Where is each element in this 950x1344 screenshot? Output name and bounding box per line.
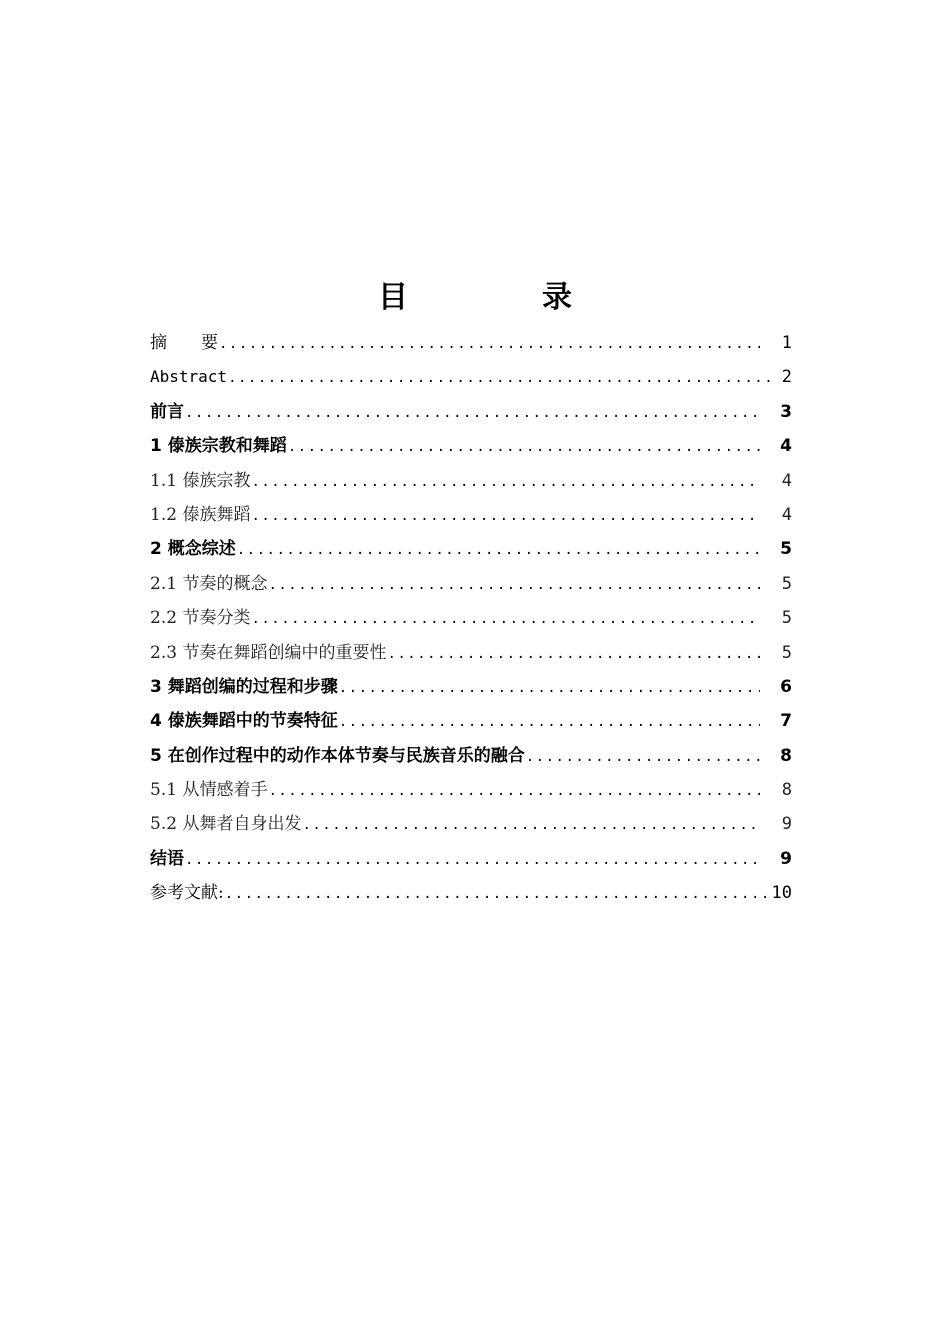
toc-entry-page: 5 xyxy=(781,573,792,594)
toc-entry-section-5-2[interactable] xyxy=(150,807,792,841)
toc-entry-page: 4 xyxy=(780,436,792,457)
toc-entry-page: 9 xyxy=(780,848,792,869)
toc-entry-label: 摘 要 xyxy=(150,333,218,353)
toc-entry-label: 2.3 节奏在舞蹈创编中的重要性 xyxy=(150,642,387,663)
toc-entry-page: 1 xyxy=(781,333,792,353)
toc-entry-label: 1 傣族宗教和舞蹈 xyxy=(150,436,287,457)
dot-leader xyxy=(267,568,760,601)
toc-entry-label: 5.1 从情感着手 xyxy=(150,780,268,801)
toc-entry-page: 3 xyxy=(780,401,792,422)
dot-leader xyxy=(301,808,760,841)
toc-entry-label: 4 傣族舞蹈中的节奏特征 xyxy=(150,711,338,732)
toc-entry-label: 1.1 傣族宗教 xyxy=(150,470,251,491)
toc-entry-page: 4 xyxy=(781,470,792,491)
dot-leader xyxy=(287,430,760,463)
page-title: 目 录 xyxy=(378,280,624,315)
toc-entry-label: 1.2 傣族舞蹈 xyxy=(150,504,251,525)
dot-leader xyxy=(250,602,760,635)
toc-entry-page: 7 xyxy=(780,711,792,732)
toc-entry-abstract-cn[interactable] xyxy=(150,326,792,360)
dot-leader xyxy=(227,361,776,394)
dot-leader xyxy=(236,533,760,566)
dot-leader xyxy=(250,499,760,532)
toc-entry-label: 2.2 节奏分类 xyxy=(150,608,251,629)
toc-entry-chapter-2[interactable] xyxy=(150,532,792,566)
toc-entry-conclusion[interactable] xyxy=(150,842,792,876)
toc-entry-label: 参考文献: xyxy=(150,883,224,904)
toc-entry-section-1-1[interactable] xyxy=(150,464,792,498)
toc-entry-chapter-5[interactable] xyxy=(150,739,792,773)
table-of-contents xyxy=(150,326,792,911)
toc-entry-page: 5 xyxy=(780,539,792,560)
dot-leader xyxy=(267,774,760,807)
dot-leader xyxy=(184,843,760,876)
toc-entry-references[interactable] xyxy=(150,876,792,910)
toc-entry-label: 2 概念综述 xyxy=(150,539,236,560)
toc-entry-page: 5 xyxy=(781,642,792,663)
toc-entry-page: 8 xyxy=(780,745,792,766)
toc-entry-abstract-en[interactable] xyxy=(150,360,792,394)
toc-entry-section-5-1[interactable] xyxy=(150,773,792,807)
toc-entry-label: 前言 xyxy=(150,401,184,422)
toc-entry-section-1-2[interactable] xyxy=(150,498,792,532)
dot-leader xyxy=(184,396,760,429)
toc-entry-page: 5 xyxy=(781,608,792,629)
toc-entry-label: 结语 xyxy=(150,848,184,869)
toc-entry-label: 2.1 节奏的概念 xyxy=(150,573,268,594)
toc-entry-page: 8 xyxy=(781,780,792,801)
dot-leader xyxy=(525,740,760,773)
toc-entry-page: 2 xyxy=(781,367,792,388)
toc-entry-section-2-1[interactable] xyxy=(150,567,792,601)
dot-leader xyxy=(250,465,760,498)
toc-entry-section-2-2[interactable] xyxy=(150,601,792,635)
dot-leader xyxy=(338,705,760,738)
toc-entry-section-2-3[interactable] xyxy=(150,636,792,670)
toc-entry-page: 10 xyxy=(771,883,792,904)
toc-entry-label: 5.2 从舞者自身出发 xyxy=(150,814,302,835)
toc-entry-page: 9 xyxy=(781,814,792,835)
toc-entry-label: 5 在创作过程中的动作本体节奏与民族音乐的融合 xyxy=(150,745,525,766)
dot-leader xyxy=(224,877,770,910)
toc-entry-chapter-3[interactable] xyxy=(150,670,792,704)
toc-entry-page: 6 xyxy=(780,676,792,697)
toc-entry-preface[interactable] xyxy=(150,395,792,429)
toc-entry-chapter-4[interactable] xyxy=(150,704,792,738)
toc-entry-page: 4 xyxy=(781,504,792,525)
dot-leader xyxy=(218,327,760,360)
dot-leader xyxy=(338,671,760,704)
toc-entry-chapter-1[interactable] xyxy=(150,429,792,463)
dot-leader xyxy=(386,637,760,670)
toc-entry-label: Abstract xyxy=(150,367,228,387)
toc-entry-label: 3 舞蹈创编的过程和步骤 xyxy=(150,676,338,697)
